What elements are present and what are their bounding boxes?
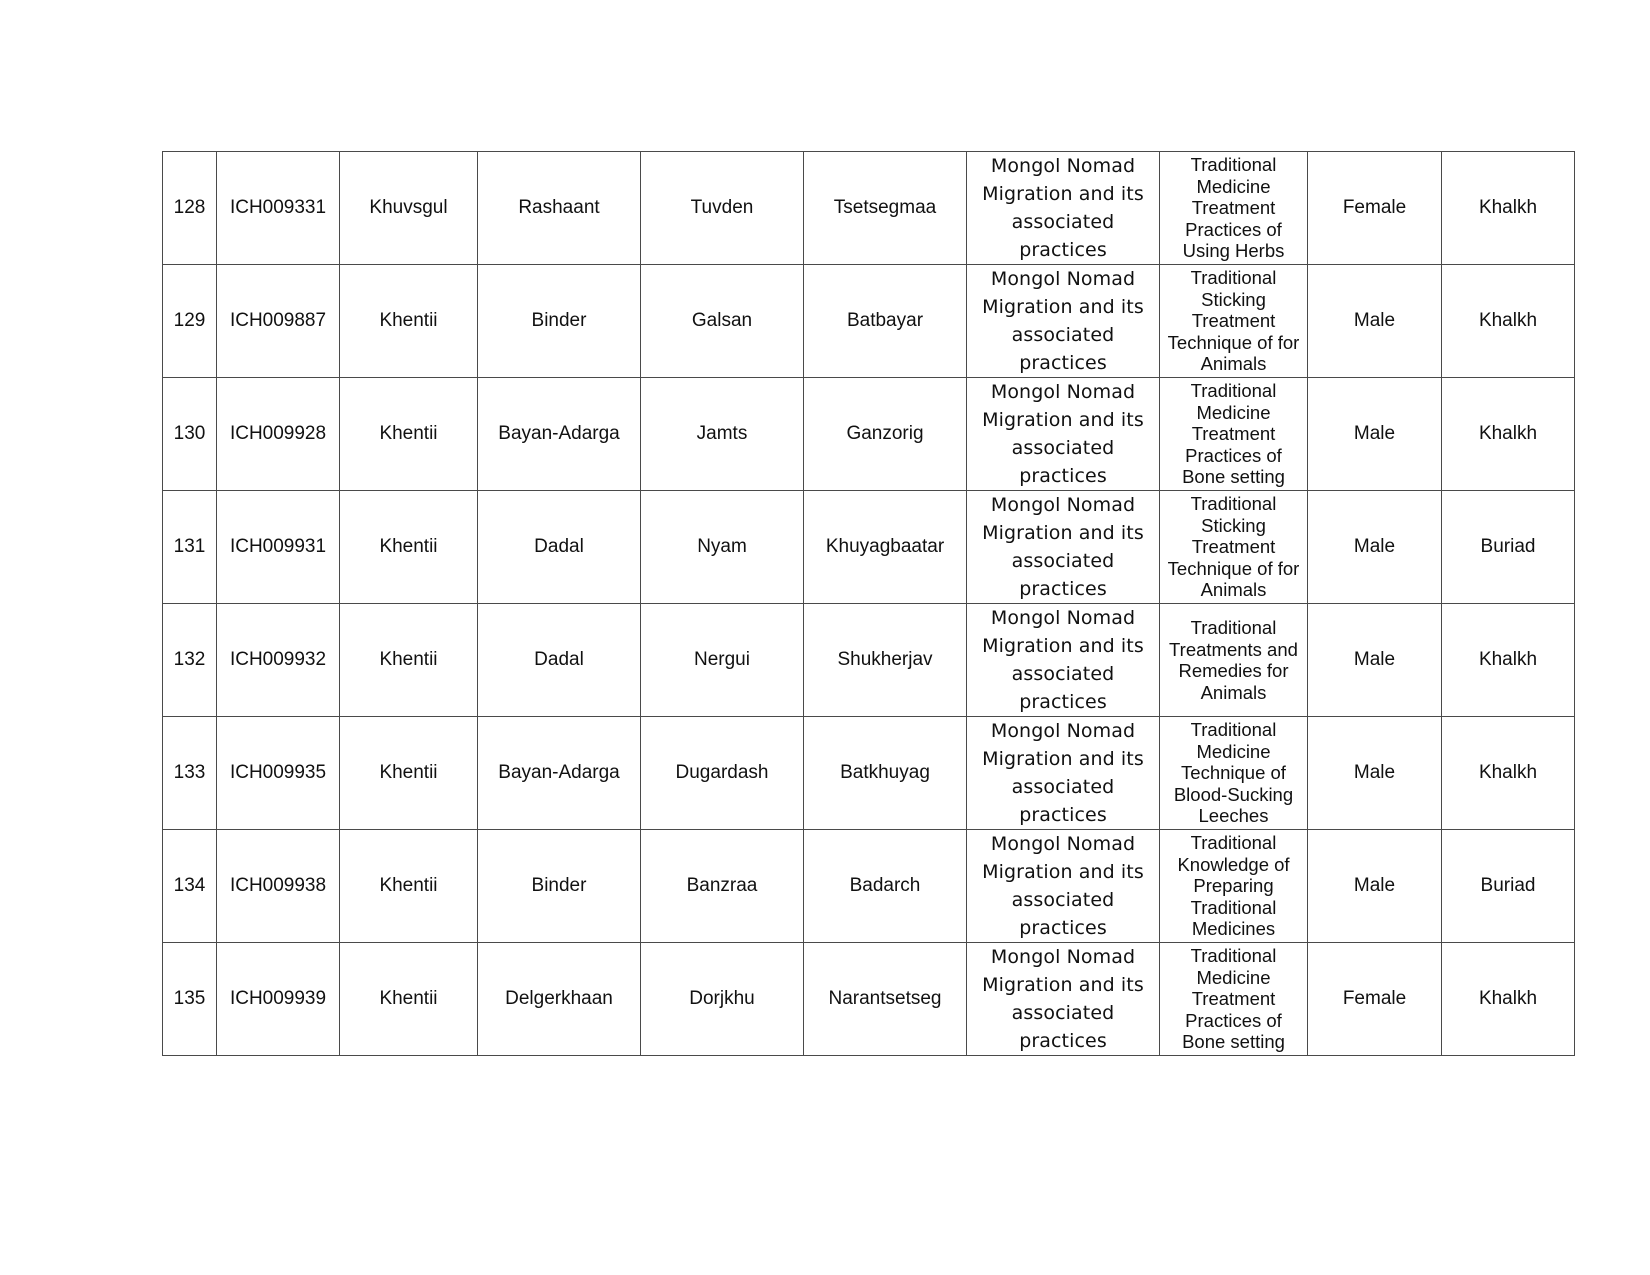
province-cell [340,152,478,265]
ich-id-text: ICH009938 [229,875,327,896]
province-text: Khentii [379,875,438,896]
gender-text: Female [1342,197,1407,218]
table-row [163,830,1575,943]
row-number-cell [163,830,217,943]
ich-id-text: ICH009928 [229,423,327,444]
given-name-cell [804,604,967,717]
practice-text: Traditional Sticking Treatment Technique of for Animals [1167,493,1300,601]
father-name-cell [641,717,804,830]
soum-text: Bayan-Adarga [498,762,620,783]
bearer-registry-table [162,151,1575,1056]
practice-cell [1160,378,1308,491]
table-row [163,943,1575,1056]
ethnicity-text: Buriad [1480,875,1536,896]
element-text: Mongol Nomad Migration and its associated practices [982,607,1144,713]
given-name-cell [804,943,967,1056]
given-name-cell [804,830,967,943]
father-name-cell [641,378,804,491]
element-text: Mongol Nomad Migration and its associated practices [982,381,1144,487]
soum-text: Delgerkhaan [505,988,613,1009]
father-name-text: Jamts [696,423,748,444]
gender-text: Female [1342,988,1407,1009]
ich-id-text: ICH009887 [229,310,327,331]
element-cell [967,265,1160,378]
ich-id-cell [217,830,340,943]
given-name-cell [804,265,967,378]
father-name-text: Dorjkhu [689,988,755,1009]
gender-cell [1308,717,1442,830]
ich-id-cell [217,943,340,1056]
province-cell [340,378,478,491]
ethnicity-cell [1442,604,1575,717]
ethnicity-text: Khalkh [1478,197,1538,218]
gender-text: Male [1353,310,1396,331]
province-cell [340,943,478,1056]
soum-text: Bayan-Adarga [498,423,620,444]
given-name-cell [804,717,967,830]
table-row [163,265,1575,378]
row-number-cell [163,152,217,265]
ethnicity-text: Khalkh [1478,310,1538,331]
row-number-text: 132 [173,649,206,670]
ich-id-cell [217,604,340,717]
father-name-cell [641,152,804,265]
ethnicity-text: Khalkh [1478,762,1538,783]
gender-text: Male [1353,762,1396,783]
practice-text: Traditional Medicine Treatment Practices of Bone setting [1182,380,1285,488]
province-text: Khentii [379,536,438,557]
element-cell [967,717,1160,830]
gender-text: Male [1353,536,1396,557]
soum-text: Binder [531,875,587,896]
province-text: Khentii [379,310,438,331]
practice-text: Traditional Knowledge of Preparing Traditional Medicines [1177,832,1290,940]
father-name-text: Tuvden [690,197,754,218]
father-name-text: Dugardash [675,762,769,783]
gender-text: Male [1353,875,1396,896]
ich-id-text: ICH009932 [229,649,327,670]
element-cell [967,830,1160,943]
ethnicity-cell [1442,943,1575,1056]
ethnicity-cell [1442,378,1575,491]
soum-text: Dadal [534,536,584,557]
given-name-text: Shukherjav [837,649,933,670]
table-row [163,491,1575,604]
row-number-cell [163,378,217,491]
given-name-text: Tsetsegmaa [833,197,937,218]
practice-cell [1160,491,1308,604]
gender-cell [1308,378,1442,491]
given-name-text: Batbayar [846,310,924,331]
element-text: Mongol Nomad Migration and its associated practices [982,268,1144,374]
given-name-text: Ganzorig [846,423,924,444]
element-cell [967,152,1160,265]
row-number-text: 130 [173,423,206,444]
gender-text: Male [1353,649,1396,670]
province-text: Khentii [379,988,438,1009]
row-number-cell [163,604,217,717]
practice-cell [1160,943,1308,1056]
row-number-text: 134 [173,875,206,896]
gender-cell [1308,265,1442,378]
practice-cell [1160,265,1308,378]
element-text: Mongol Nomad Migration and its associated practices [982,720,1144,826]
ich-id-cell [217,717,340,830]
province-text: Khentii [379,649,438,670]
element-text: Mongol Nomad Migration and its associated practices [982,494,1144,600]
row-number-cell [163,943,217,1056]
practice-text: Traditional Medicine Treatment Practices of Bone setting [1182,945,1285,1053]
father-name-cell [641,830,804,943]
gender-cell [1308,491,1442,604]
soum-cell [478,265,641,378]
given-name-text: Narantsetseg [828,988,942,1009]
ethnicity-cell [1442,830,1575,943]
province-text: Khentii [379,423,438,444]
gender-cell [1308,604,1442,717]
father-name-cell [641,265,804,378]
ich-id-cell [217,378,340,491]
father-name-cell [641,943,804,1056]
practice-cell [1160,830,1308,943]
given-name-text: Batkhuyag [840,762,930,783]
ethnicity-text: Khalkh [1478,649,1538,670]
soum-cell [478,830,641,943]
table-row [163,378,1575,491]
province-cell [340,717,478,830]
ich-id-text: ICH009935 [229,762,327,783]
practice-cell [1160,604,1308,717]
ethnicity-text: Khalkh [1478,988,1538,1009]
father-name-text: Nyam [697,536,747,557]
soum-cell [478,717,641,830]
province-text: Khuvsgul [369,197,448,218]
row-number-text: 129 [173,310,206,331]
ich-id-text: ICH009931 [229,536,327,557]
ich-id-text: ICH009331 [229,197,327,218]
table-row [163,717,1575,830]
row-number-text: 128 [173,197,206,218]
practice-cell [1160,717,1308,830]
gender-cell [1308,152,1442,265]
father-name-text: Banzraa [686,875,758,896]
element-text: Mongol Nomad Migration and its associated practices [982,833,1144,939]
ethnicity-cell [1442,265,1575,378]
given-name-cell [804,491,967,604]
gender-cell [1308,830,1442,943]
element-text: Mongol Nomad Migration and its associated practices [982,155,1144,261]
ethnicity-text: Khalkh [1478,423,1538,444]
element-cell [967,604,1160,717]
row-number-text: 135 [173,988,206,1009]
table-row [163,604,1575,717]
ethnicity-cell [1442,152,1575,265]
given-name-cell [804,378,967,491]
province-cell [340,830,478,943]
given-name-text: Khuyagbaatar [825,536,945,557]
ethnicity-cell [1442,491,1575,604]
element-cell [967,378,1160,491]
soum-cell [478,378,641,491]
row-number-text: 133 [173,762,206,783]
row-number-text: 131 [173,536,206,557]
soum-cell [478,943,641,1056]
practice-text: Traditional Sticking Treatment Technique of for Animals [1167,267,1300,375]
element-cell [967,943,1160,1056]
practice-text: Traditional Medicine Technique of Blood-Sucking Leeches [1173,719,1294,827]
ich-id-cell [217,491,340,604]
row-number-cell [163,491,217,604]
province-cell [340,491,478,604]
practice-cell [1160,152,1308,265]
given-name-text: Badarch [849,875,921,896]
table-row [163,152,1575,265]
gender-cell [1308,943,1442,1056]
soum-text: Rashaant [518,197,600,218]
soum-cell [478,491,641,604]
ich-id-text: ICH009939 [229,988,327,1009]
ich-id-cell [217,265,340,378]
ich-id-cell [217,152,340,265]
soum-text: Dadal [534,649,584,670]
father-name-text: Nergui [694,649,750,670]
gender-text: Male [1353,423,1396,444]
father-name-cell [641,604,804,717]
element-text: Mongol Nomad Migration and its associated practices [982,946,1144,1052]
father-name-text: Galsan [691,310,753,331]
province-text: Khentii [379,762,438,783]
soum-cell [478,604,641,717]
province-cell [340,265,478,378]
practice-text: Traditional Treatments and Remedies for Animals [1169,617,1298,703]
table-body [163,152,1575,1056]
soum-cell [478,152,641,265]
practice-text: Traditional Medicine Treatment Practices of Using Herbs [1182,154,1285,262]
ethnicity-cell [1442,717,1575,830]
province-cell [340,604,478,717]
father-name-cell [641,491,804,604]
given-name-cell [804,152,967,265]
row-number-cell [163,717,217,830]
ethnicity-text: Buriad [1480,536,1536,557]
element-cell [967,491,1160,604]
soum-text: Binder [531,310,587,331]
row-number-cell [163,265,217,378]
